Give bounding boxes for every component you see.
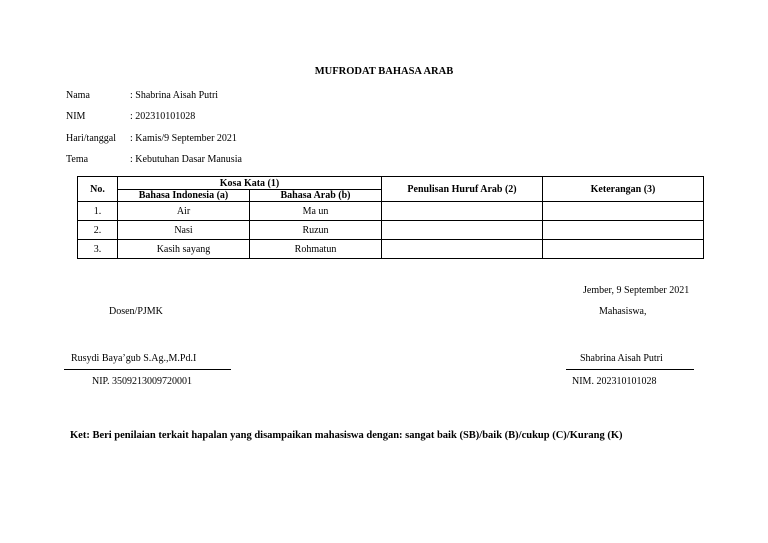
info-label-nim: NIM (66, 111, 86, 122)
info-label-hari-tanggal: Hari/tanggal (66, 133, 116, 144)
row-penulisan (382, 202, 543, 221)
info-label-tema: Tema (66, 154, 89, 165)
student-role: Mahasiswa, (599, 306, 647, 317)
row-bahasa-arab: Ruzun (250, 221, 382, 240)
student-signature-line (566, 369, 694, 370)
info-label-nama: Nama (66, 90, 90, 101)
row-penulisan (382, 221, 543, 240)
info-value-nama: : Shabrina Aisah Putri (130, 90, 219, 101)
header-kosa-kata: Kosa Kata (1) (118, 177, 382, 190)
lecturer-name: Rusydi Baya’gub S.Ag.,M.Pd.I (71, 353, 197, 364)
row-keterangan (543, 202, 704, 221)
header-bahasa-arab: Bahasa Arab (b) (250, 190, 382, 202)
row-bahasa-indonesia: Nasi (118, 221, 250, 240)
header-penulisan-huruf-arab: Penulisan Huruf Arab (2) (382, 177, 543, 202)
lecturer-nip: NIP. 3509213009720001 (92, 376, 193, 387)
info-value-tema: : Kebutuhan Dasar Manusia (130, 154, 242, 165)
table-row (78, 202, 704, 221)
row-keterangan (543, 240, 704, 259)
table-row (78, 221, 704, 240)
header-no: No. (78, 177, 118, 202)
table-row (78, 240, 704, 259)
info-value-nim: : 202310101028 (130, 111, 196, 122)
row-number: 3. (78, 240, 118, 259)
header-keterangan: Keterangan (3) (543, 177, 704, 202)
row-penulisan (382, 240, 543, 259)
place-date: Jember, 9 September 2021 (583, 285, 690, 296)
lecturer-signature-line (64, 369, 231, 370)
document-title: MUFRODAT BAHASA ARAB (314, 66, 454, 77)
vocabulary-table (77, 176, 704, 259)
row-number: 1. (78, 202, 118, 221)
row-bahasa-arab: Rohmatun (250, 240, 382, 259)
student-nim: NIM. 202310101028 (572, 376, 657, 387)
row-number: 2. (78, 221, 118, 240)
info-value-hari-tanggal: : Kamis/9 September 2021 (130, 133, 237, 144)
row-bahasa-arab: Ma un (250, 202, 382, 221)
row-bahasa-indonesia: Air (118, 202, 250, 221)
student-name: Shabrina Aisah Putri (580, 353, 663, 364)
row-keterangan (543, 221, 704, 240)
row-bahasa-indonesia: Kasih sayang (118, 240, 250, 259)
lecturer-role: Dosen/PJMK (109, 306, 163, 317)
assessment-note: Ket: Beri penilaian terkait hapalan yang disampaikan mahasiswa dengan: sangat baik (SB)/baik (B)/cukup (C)/Kurang (K) (70, 430, 623, 441)
header-bahasa-indonesia: Bahasa Indonesia (a) (118, 190, 250, 202)
